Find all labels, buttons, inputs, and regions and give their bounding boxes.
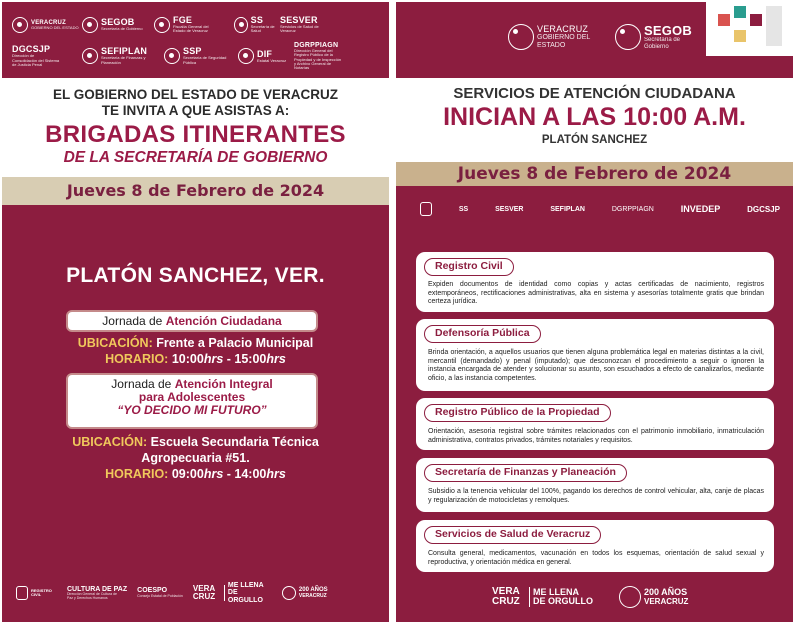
- logo-name: SEGOB: [101, 17, 135, 28]
- invite-line-2: TE INVITA A QUE ASISTAS A:: [101, 103, 290, 118]
- event2-pill: [66, 373, 318, 429]
- footer-name: VERA CRUZ: [492, 585, 520, 607]
- ss-logo: [234, 16, 280, 34]
- location-value: Frente a Palacio Municipal: [156, 336, 314, 350]
- schedule-label: HORARIO:: [105, 467, 169, 481]
- left-poster: [2, 2, 389, 622]
- pill-quote: “YO DECIDO MI FUTURO”: [117, 403, 267, 417]
- veracruz-orgullo-logo: [492, 587, 593, 608]
- bicentenario-logo: [619, 586, 688, 608]
- service-card: [416, 398, 774, 450]
- location-value-1: Escuela Secundaria Técnica: [150, 435, 319, 449]
- logo-sub: Secretaría de Salud: [250, 24, 275, 34]
- pill-bold: Atención Ciudadana: [165, 314, 282, 328]
- dgcsjp-logo: [12, 42, 82, 71]
- dif-logo: [238, 42, 294, 71]
- logo-sub: Dirección de Consolidación del Sistema de Justicia Penal: [12, 53, 60, 67]
- footer-sub: ME LLENA DE ORGULLO: [227, 582, 264, 604]
- footer-sub: ME LLENA DE ORGULLO: [533, 586, 593, 606]
- logo-sub: GOBIERNO DEL ESTADO: [537, 33, 591, 49]
- left-header-box: [2, 78, 389, 177]
- logo-sub: GOBIERNO DEL ESTADO: [31, 24, 79, 30]
- event-subtitle: DE LA SECRETARÍA DE GOBIERNO: [63, 149, 328, 166]
- logo-name: VERACRUZ: [31, 19, 66, 26]
- left-footer: [16, 582, 381, 604]
- dash: -: [226, 352, 231, 366]
- coespo-logo: [137, 587, 183, 598]
- logo-sub: Secretaría de Gobierno: [101, 26, 143, 32]
- segob-logo: [82, 16, 154, 34]
- footer-name: COESPO: [137, 587, 168, 595]
- logo-sub: Dirección General del Registro Público de la Propiedad y de Inspección y Archivo General de Notarías: [294, 47, 342, 71]
- end-time: 14:00: [234, 467, 267, 481]
- service-title: Secretaría de Finanzas y Planeación: [424, 464, 627, 482]
- service-description: Consulta general, medicamentos, vacunación en todos los esquemas, orientación de salud sexual y reproductiva, y orientación médica en general.: [428, 550, 764, 566]
- location-value-2: Agropecuaria #51.: [141, 451, 250, 465]
- event2-location: [2, 435, 389, 449]
- schedule-label: HORARIO:: [105, 352, 169, 366]
- footer-name: REGISTRO CIVIL: [31, 587, 52, 598]
- dif-seal-icon: [238, 48, 254, 64]
- sefiplan-logo: [82, 42, 164, 71]
- footer-sub: VERACRUZ: [644, 596, 689, 606]
- logo-name: SEFIPLAN: [101, 46, 148, 57]
- service-title: Registro Público de la Propiedad: [424, 404, 611, 422]
- service-description: Orientación, asesoria registral sobre trámites relacionados con el patrimonio inmobiliario, inmatriculación administrativa, contratos privados, trámites notariales y requisitos.: [428, 428, 764, 444]
- state-seal-icon: [282, 586, 296, 600]
- date-band: [396, 162, 793, 186]
- dash: -: [226, 467, 231, 481]
- service-title: Registro Civil: [424, 258, 514, 276]
- invite-line-1: EL GOBIERNO DEL ESTADO DE VERACRUZ: [52, 87, 339, 102]
- event1-location: [2, 336, 389, 350]
- logo-name: FGE: [173, 15, 193, 25]
- right-poster: [396, 2, 793, 622]
- footer-name: 200 AÑOS: [644, 587, 688, 598]
- logo-name: SSP: [183, 46, 202, 57]
- state-seal-icon: [12, 17, 28, 33]
- mini-logo: INVEDEP: [680, 204, 721, 214]
- right-footer: [492, 586, 688, 608]
- dgrppiagn-logo: [294, 42, 374, 71]
- state-seal-icon: [508, 24, 534, 50]
- end-time: 15:00: [234, 352, 267, 366]
- date-band: [2, 177, 389, 205]
- service-title: Defensoría Pública: [424, 325, 541, 343]
- logo-sub: Secretaría de Seguridad Pública: [183, 55, 227, 65]
- pill-bold-2: para Adolescentes: [138, 390, 246, 404]
- service-card: [416, 520, 774, 572]
- segob-seal-icon: [615, 24, 641, 50]
- footer-sub: Consejo Estatal de Población: [137, 593, 183, 598]
- logo-name: VERACRUZ: [537, 23, 589, 34]
- location-label: UBICACIÓN:: [72, 435, 148, 449]
- sesver-logo: [280, 16, 336, 34]
- service-card: [416, 458, 774, 512]
- right-header-box: [396, 78, 793, 162]
- logo-name: DGCSJP: [12, 44, 51, 55]
- cultura-de-paz-logo: [67, 586, 127, 601]
- veracruz-logo: [12, 16, 82, 34]
- logo-sub: Secretaría de Finanzas y Planeación: [101, 55, 146, 65]
- pill-bold-1: Atención Integral: [174, 377, 273, 391]
- start-time: 10:00: [171, 352, 204, 366]
- registro-civil-icon: [16, 586, 28, 600]
- ss-seal-icon: [234, 17, 248, 33]
- left-logo-strip: [12, 16, 382, 71]
- logo-name: SESVER: [280, 15, 318, 25]
- registro-civil-logo: [16, 586, 57, 600]
- veracruz-orgullo-logo: [193, 582, 272, 604]
- pill-prefix: Jornada de: [102, 314, 166, 328]
- footer-name: CULTURA DE PAZ: [67, 585, 128, 593]
- event2-location-cont: [2, 451, 389, 465]
- unit: hrs: [266, 352, 286, 366]
- bicentenario-logo: [282, 586, 328, 600]
- mini-logo: DGRPPIAGN: [611, 205, 654, 213]
- mini-logo: DGCSJP: [747, 204, 780, 214]
- event-date: Jueves 8 de Febrero de 2024: [457, 164, 732, 184]
- mini-logo-strip: [420, 202, 780, 216]
- event1-schedule: [2, 352, 389, 366]
- right-top-logos: [508, 24, 694, 50]
- service-description: Brinda orientación, a aquellos usuarios que tienen alguna problemática legal en materias distintas a la civil, mercantil (demandado) y penal (imputado); que desconozcan el procedimiento a seguir o ignoren la instancia encargada de atender y solucionar su asunto, son escuchados a efecto de canalizarlos, mediante oficio, a las instancia competentes.: [428, 349, 764, 382]
- service-description: Subsidio a la tenencia vehicular del 100%, pagando los derechos de control vehicular, alta, canje de placas y regularización de motocicletas y remolques.: [428, 488, 764, 504]
- footer-sub: Dirección General de Cultura de Paz y Derechos Humanos: [67, 591, 117, 600]
- pill-prefix: Jornada de: [111, 377, 175, 391]
- logo-name: DIF: [257, 48, 273, 59]
- city-heading: PLATÓN SANCHEZ, VER.: [66, 264, 325, 287]
- footer-name: VERA CRUZ: [192, 583, 216, 602]
- fge-seal-icon: [154, 17, 170, 33]
- service-title: Servicios de Salud de Veracruz: [424, 526, 601, 544]
- unit: hrs: [203, 352, 224, 366]
- divider: [529, 587, 530, 607]
- unit: hrs: [203, 467, 224, 481]
- services-heading: SERVICIOS DE ATENCIÓN CIUDADANA: [453, 85, 736, 102]
- mini-logo: SEFIPLAN: [550, 205, 585, 213]
- event2-schedule: [2, 467, 389, 481]
- event-title: BRIGADAS ITINERANTES: [45, 121, 346, 148]
- ssp-logo: [164, 42, 238, 71]
- logo-sub: Secretaría de Gobierno: [644, 37, 681, 50]
- logo-sub: Estatal Veracruz: [257, 57, 287, 63]
- footer-sub: VERACRUZ: [298, 592, 327, 599]
- divider: [224, 585, 225, 601]
- fge-logo: [154, 16, 234, 34]
- service-card: [416, 319, 774, 391]
- ssp-seal-icon: [164, 48, 180, 64]
- unit: hrs: [266, 467, 286, 481]
- footer-name: 200 AÑOS: [298, 587, 328, 594]
- location-label: UBICACIÓN:: [77, 336, 153, 350]
- state-seal-icon: [619, 586, 641, 608]
- event1-pill: [66, 310, 318, 332]
- logo-name: DGRPPIAGN: [294, 41, 339, 49]
- logo-name: SEGOB: [644, 23, 692, 38]
- segob-logo: [615, 24, 694, 50]
- logo-sub: Servicios de Salud de Veracruz: [280, 24, 319, 34]
- start-time-heading: INICIAN A LAS 10:00 A.M.: [443, 103, 746, 131]
- service-card: [416, 252, 774, 312]
- logo-sub: Fiscalía General del Estado de Veracruz: [173, 24, 209, 34]
- registro-civil-icon: [420, 202, 432, 216]
- event-date: Jueves 8 de Febrero de 2024: [66, 181, 325, 200]
- sefiplan-seal-icon: [82, 48, 98, 64]
- mini-logo: SS: [458, 205, 469, 213]
- start-time: 09:00: [171, 467, 204, 481]
- place-heading: PLATÓN SANCHEZ: [541, 134, 648, 146]
- service-description: Expiden documentos de identidad como copias y actas certificadas de nacimiento, registros extemporáneos, rectificaciones administrativas, alta en sistema y asesorías totalmente gratis que brindan certeza jurídica.: [428, 281, 764, 306]
- logo-name: SS: [250, 15, 264, 25]
- segob-seal-icon: [82, 17, 98, 33]
- mini-logo: SESVER: [495, 205, 524, 213]
- veracruz-logo: [508, 24, 597, 50]
- corner-x-logo-icon: [706, 2, 793, 56]
